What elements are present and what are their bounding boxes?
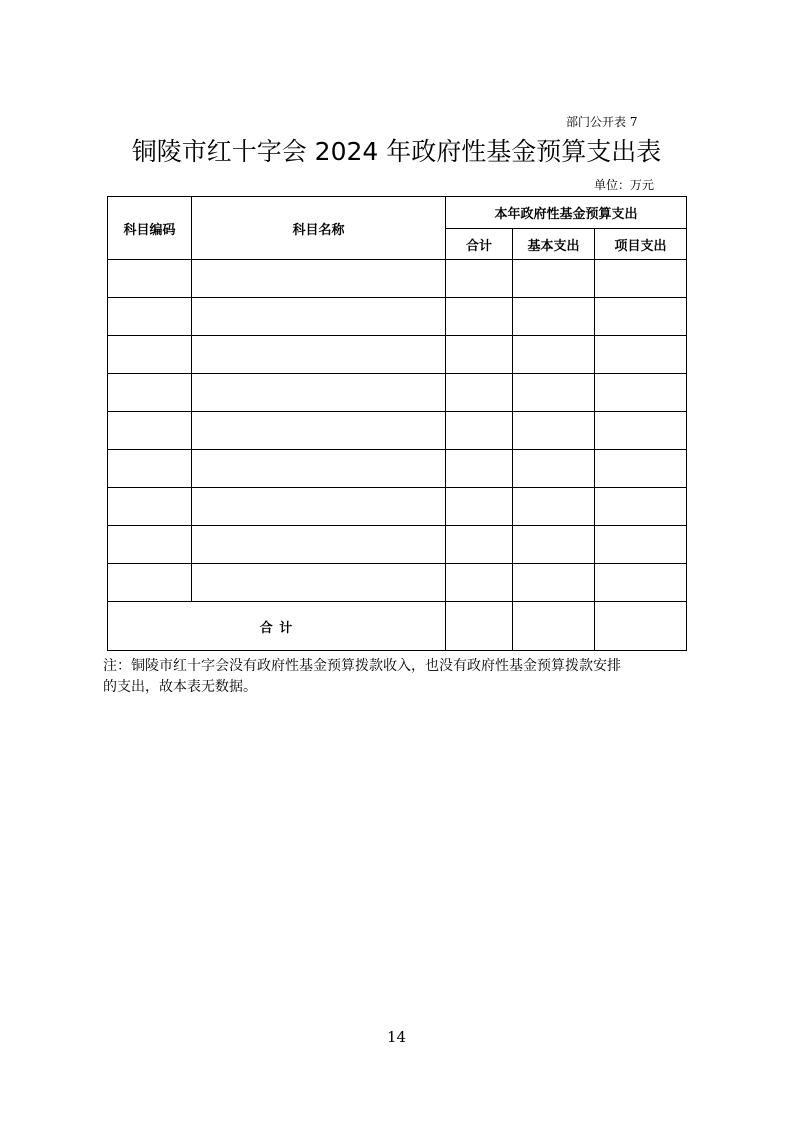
table-row bbox=[108, 260, 687, 298]
cell-subject-code bbox=[108, 298, 192, 336]
cell-subject-name bbox=[192, 526, 446, 564]
table-row bbox=[108, 374, 687, 412]
total-cell-project bbox=[595, 602, 687, 651]
cell-project bbox=[595, 336, 687, 374]
table-row bbox=[108, 564, 687, 602]
cell-basic bbox=[513, 564, 595, 602]
table-label: 部门公开表 7 bbox=[566, 115, 638, 129]
cell-project bbox=[595, 298, 687, 336]
page-number: 14 bbox=[386, 1028, 407, 1046]
cell-subject-code bbox=[108, 526, 192, 564]
total-label: 合 计 bbox=[108, 602, 446, 651]
header-subject-name: 科目名称 bbox=[192, 197, 446, 260]
table-header-row bbox=[108, 197, 687, 229]
cell-subject-name bbox=[192, 564, 446, 602]
cell-basic bbox=[513, 412, 595, 450]
table-row bbox=[108, 450, 687, 488]
cell-project bbox=[595, 488, 687, 526]
cell-subject-name bbox=[192, 412, 446, 450]
cell-project bbox=[595, 374, 687, 412]
cell-total bbox=[446, 374, 513, 412]
cell-project bbox=[595, 526, 687, 564]
cell-basic bbox=[513, 450, 595, 488]
cell-total bbox=[446, 336, 513, 374]
cell-total bbox=[446, 564, 513, 602]
page-title: 铜陵市红十字会 2024 年政府性基金预算支出表 bbox=[131, 137, 662, 166]
note-line-1: 注：铜陵市红十字会没有政府性基金预算拨款收入，也没有政府性基金预算拨款安排 bbox=[103, 658, 621, 674]
cell-total bbox=[446, 412, 513, 450]
table-total-row bbox=[108, 602, 687, 651]
table-row bbox=[108, 412, 687, 450]
cell-subject-code bbox=[108, 564, 192, 602]
cell-basic bbox=[513, 336, 595, 374]
budget-table bbox=[107, 196, 687, 651]
cell-basic bbox=[513, 488, 595, 526]
cell-project bbox=[595, 564, 687, 602]
cell-basic bbox=[513, 526, 595, 564]
cell-project bbox=[595, 412, 687, 450]
header-subject-code: 科目编码 bbox=[108, 197, 192, 260]
header-expenditure-group: 本年政府性基金预算支出 bbox=[446, 197, 687, 229]
cell-subject-name bbox=[192, 488, 446, 526]
cell-total bbox=[446, 526, 513, 564]
cell-basic bbox=[513, 298, 595, 336]
cell-subject-code bbox=[108, 374, 192, 412]
cell-basic bbox=[513, 374, 595, 412]
cell-subject-name bbox=[192, 374, 446, 412]
note-line-2: 的支出，故本表无数据。 bbox=[103, 679, 257, 695]
cell-subject-code bbox=[108, 450, 192, 488]
cell-total bbox=[446, 260, 513, 298]
table-row bbox=[108, 336, 687, 374]
total-cell-total bbox=[446, 602, 513, 651]
table-row bbox=[108, 488, 687, 526]
cell-basic bbox=[513, 260, 595, 298]
cell-subject-name bbox=[192, 336, 446, 374]
cell-subject-code bbox=[108, 336, 192, 374]
cell-project bbox=[595, 450, 687, 488]
cell-subject-name bbox=[192, 450, 446, 488]
header-project: 项目支出 bbox=[595, 229, 687, 260]
total-cell-basic bbox=[513, 602, 595, 651]
cell-total bbox=[446, 298, 513, 336]
header-total: 合计 bbox=[446, 229, 513, 260]
cell-total bbox=[446, 450, 513, 488]
cell-subject-code bbox=[108, 488, 192, 526]
cell-project bbox=[595, 260, 687, 298]
cell-subject-name bbox=[192, 298, 446, 336]
table-row bbox=[108, 298, 687, 336]
cell-subject-name bbox=[192, 260, 446, 298]
table-note bbox=[103, 656, 703, 698]
unit-label: 单位：万元 bbox=[594, 178, 655, 192]
cell-subject-code bbox=[108, 412, 192, 450]
header-basic: 基本支出 bbox=[513, 229, 595, 260]
cell-subject-code bbox=[108, 260, 192, 298]
table-row bbox=[108, 526, 687, 564]
cell-total bbox=[446, 488, 513, 526]
